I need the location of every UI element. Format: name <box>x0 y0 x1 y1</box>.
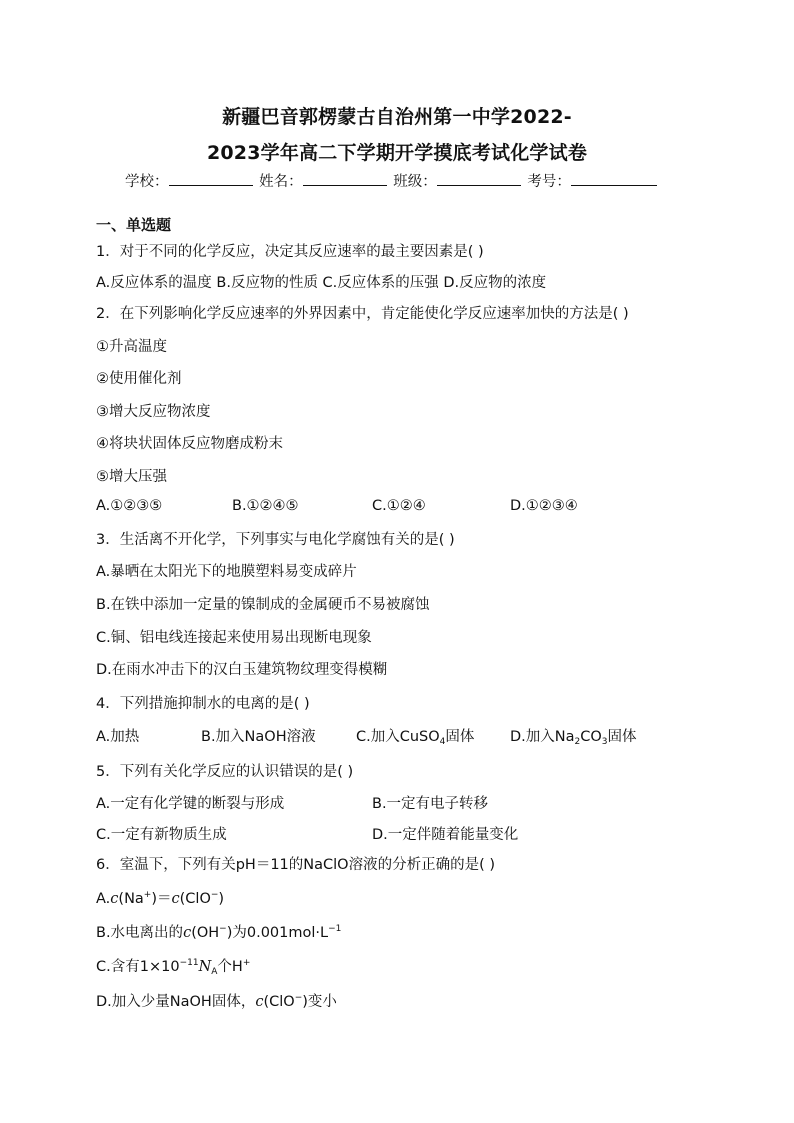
q2-option-a: A.①②③⑤ <box>96 498 163 514</box>
q4-stem: 4．下列措施抑制水的电离的是( ) <box>96 696 310 712</box>
q5-option-a: A.一定有化学键的断裂与形成 <box>96 796 285 812</box>
q2-item-5: ⑤增大压强 <box>96 469 167 485</box>
class-blank[interactable] <box>437 170 521 186</box>
q6-option-a: A.c(Na+)＝c(ClO−) <box>96 890 225 907</box>
q1-stem: 1．对于不同的化学反应，决定其反应速率的最主要因素是( ) <box>96 244 484 260</box>
q2-option-d: D.①②③④ <box>510 498 578 514</box>
q4-option-a: A.加热 <box>96 729 140 745</box>
q3-option-b: B.在铁中添加一定量的镍制成的金属硬币不易被腐蚀 <box>96 597 430 613</box>
q5-option-d: D.一定伴随着能量变化 <box>372 827 519 843</box>
q2-item-4: ④将块状固体反应物磨成粉末 <box>96 436 283 452</box>
q5-option-b: B.一定有电子转移 <box>372 796 489 812</box>
q3-option-c: C.铜、铝电线连接起来使用易出现断电现象 <box>96 630 372 646</box>
q2-stem: 2．在下列影响化学反应速率的外界因素中，肯定能使化学反应速率加快的方法是( ) <box>96 306 629 322</box>
number-blank[interactable] <box>571 170 657 186</box>
exam-title-line2: 2023学年高二下学期开学摸底考试化学试卷 <box>206 142 588 164</box>
name-blank[interactable] <box>303 170 387 186</box>
q3-stem: 3．生活离不开化学，下列事实与电化学腐蚀有关的是( ) <box>96 532 455 548</box>
section-title: 一、单选题 <box>96 216 172 234</box>
q3-option-d: D.在雨水冲击下的汉白玉建筑物纹理变得模糊 <box>96 662 388 678</box>
class-label: 班级： <box>393 174 437 190</box>
school-blank[interactable] <box>169 170 253 186</box>
q6-option-c: C.含有$1\times 10^{-11}N_A$个H+ <box>96 958 251 977</box>
q2-item-2: ②使用催化剂 <box>96 371 182 387</box>
q6-option-b: B.水电离出的c(OH−)为$0.001mol\cdot L^{-1}$ <box>96 924 342 941</box>
q2-option-b: B.①②④⑤ <box>232 498 299 514</box>
school-label: 学校： <box>125 174 169 190</box>
q4-option-c: C.加入CuSO$_4$固体 <box>356 729 475 747</box>
q6-stem: 6．室温下，下列有关pH＝11的NaClO溶液的分析正确的是( ) <box>96 857 496 873</box>
q2-option-c: C.①②④ <box>372 498 426 514</box>
exam-title-line1: 新疆巴音郭楞蒙古自治州第一中学2022- <box>222 106 572 128</box>
q5-option-c: C.一定有新物质生成 <box>96 827 227 843</box>
q2-item-1: ①升高温度 <box>96 339 167 355</box>
name-label: 姓名： <box>259 174 303 190</box>
q3-option-a: A.暴晒在太阳光下的地膜塑料易变成碎片 <box>96 564 357 580</box>
q6-option-d: D.加入少量NaOH固体，c(ClO−)变小 <box>96 993 337 1010</box>
q4-option-d: D.加入$Na_2CO_3$固体 <box>510 729 637 747</box>
q1-options: A.反应体系的温度 B.反应物的性质 C.反应体系的压强 D.反应物的浓度 <box>96 275 547 291</box>
q2-item-3: ③增大反应物浓度 <box>96 404 211 420</box>
q5-stem: 5．下列有关化学反应的认识错误的是( ) <box>96 764 354 780</box>
number-label: 考号： <box>527 174 571 190</box>
student-info-row <box>125 170 659 191</box>
q4-option-b: B.加入NaOH溶液 <box>201 729 316 745</box>
